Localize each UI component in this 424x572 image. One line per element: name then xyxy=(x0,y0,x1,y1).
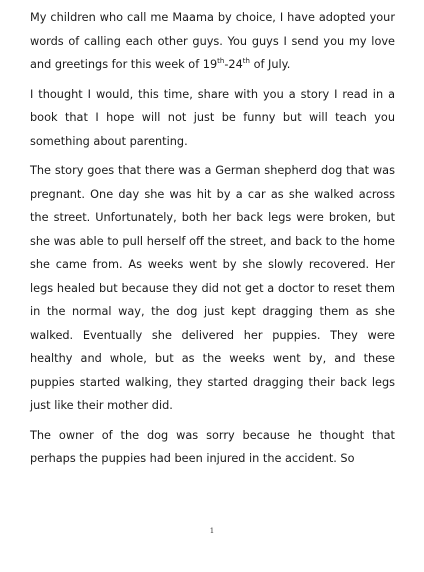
paragraph-greeting-text: My children who call me Maama by choice, I have adopted your words of calling each other guys. You guys I send you my love and greetings for this week of 19 xyxy=(30,11,395,71)
page-number: 1 xyxy=(209,527,215,535)
ordinal-suffix: th xyxy=(242,57,250,66)
ordinal-suffix: th xyxy=(217,57,225,66)
document-body xyxy=(30,6,395,477)
paragraph-intro: I thought I would, this time, share with you a story I read in a book that I hope will not just be funny but will teach you something about parenting. xyxy=(30,87,395,148)
paragraph-greeting xyxy=(30,6,395,77)
paragraph-story: The story goes that there was a German shepherd dog that was pregnant. One day she was hit by a car as she walked across the street. Unfortunately, both her back legs were broken, but she was able to pull herself off the street, and back to the home she came from. As weeks went by she slowly recovered. Her legs healed but because they did not get a doctor to reset them in the normal way, the dog just kept dragging them as she walked. Eventually she delivered her puppies. They were healthy and whole, but as the weeks went by, and these puppies started walking, they started dragging their back legs just like their mother did. xyxy=(30,164,395,412)
paragraph-greeting-end: of July. xyxy=(249,58,291,71)
date-range-separator: -24 xyxy=(224,58,243,71)
paragraph-owner: The owner of the dog was sorry because he thought that perhaps the puppies had been injured in the accident. So xyxy=(30,428,395,465)
